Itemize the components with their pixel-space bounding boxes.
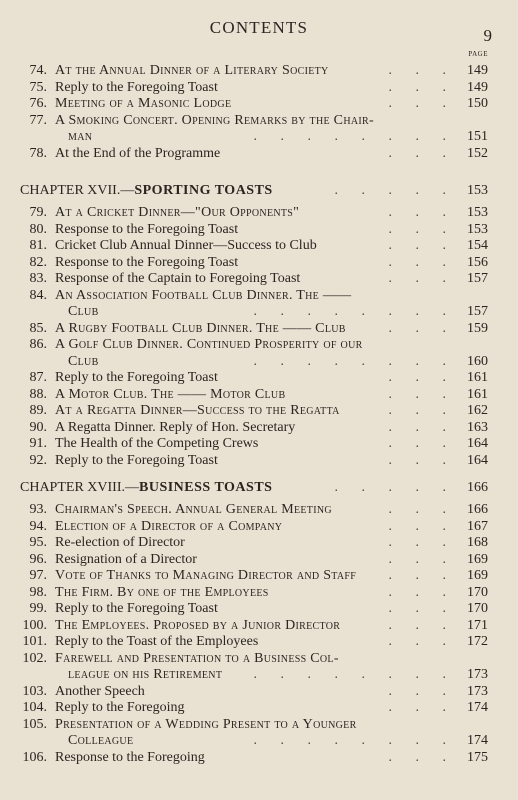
entry-title: A Motor Club. The —— Motor Club [55,386,286,402]
entry-number: 105. [22,716,47,732]
entry-page: 151 [467,129,488,144]
page-number: 9 [483,26,492,45]
dot-leader: . . . [388,145,456,161]
chapter-heading [0,182,518,200]
entry-number: 99. [29,601,47,616]
dot-leader: . . . [388,320,456,336]
toc-entry-continuation [0,128,518,146]
dot-leader: . . . [388,601,456,616]
entry-title: The Employees. Proposed by a Junior Director [55,617,341,633]
toc-entry [0,145,518,163]
entry-title-continued: man [68,129,93,144]
toc-entry [0,567,518,585]
entry-number: 86. [29,337,47,352]
entry-number: 83. [29,271,47,286]
entry-page: 166 [467,502,488,517]
entry-number: 76. [29,96,47,111]
entry-number: 85. [29,320,47,336]
toc-entry [0,237,518,255]
entry-title: Reply to the Foregoing Toast [55,370,218,385]
entry-title: At a Regatta Dinner—Success to the Regatta [55,403,340,418]
chapter-title: CHAPTER XVIII.—BUSINESS TOASTS [20,480,273,495]
toc-entry [0,62,518,80]
entry-number: 89. [29,403,47,418]
toc-entry-continuation [0,303,518,321]
entry-number: 92. [29,452,47,468]
entry-number: 88. [29,386,47,402]
entry-title: A Smoking Concert. Opening Remarks by the Chair- [55,112,374,128]
entry-page: 167 [467,518,488,534]
toc-entry [0,287,518,305]
toc-entry [0,518,518,536]
entry-title: Reply to the Toast of the Employees [55,634,259,649]
dot-leader: . . . . . . . . [253,129,456,144]
chapter-subject: BUSINESS TOASTS [139,480,273,495]
entry-number: 93. [29,502,47,517]
toc-entry [0,112,518,130]
entry-number: 80. [29,221,47,237]
entry-page: 162 [467,403,488,418]
entry-title: Vote of Thanks to Managing Director and Staff [55,568,357,583]
dot-leader: . . . [388,79,456,95]
entry-page: 168 [467,535,488,550]
entry-title-continued: Colleague [68,733,134,748]
entry-title-continued: Club [68,353,99,369]
dot-leader: . . . [388,452,456,468]
entry-page: 171 [467,617,488,633]
entry-page: 157 [467,271,488,286]
entry-number: 90. [29,419,47,435]
toc-entry [0,336,518,354]
toc-entry [0,600,518,618]
dot-leader: . . . [388,436,456,451]
toc-entry [0,419,518,437]
entry-number: 77. [29,112,47,128]
toc-entry [0,270,518,288]
entry-number: 84. [29,287,47,303]
entry-number: 101. [22,634,47,649]
entry-page: 174 [467,700,488,715]
dot-leader: . . . [388,96,456,111]
entry-page: 164 [467,452,488,468]
toc-entry [0,435,518,453]
dot-leader: . . . [388,518,456,534]
entry-number: 78. [29,145,47,161]
entry-number: 96. [29,551,47,567]
entry-title-continued: league on his Retirement [68,667,223,682]
entry-number: 97. [29,568,47,583]
dot-leader: . . . [388,254,456,270]
entry-page: 150 [467,96,488,111]
entry-title: At a Cricket Dinner—"Our Opponents" [55,205,300,220]
entry-page: 157 [467,304,488,319]
entry-page: 175 [467,749,488,765]
toc-entry [0,534,518,552]
entry-page: 156 [467,254,488,270]
toc-entry [0,452,518,470]
toc-entry [0,584,518,602]
entry-title: Meeting of a Masonic Lodge [55,96,232,111]
entry-page: 152 [467,145,488,161]
entry-title: Response to the Foregoing Toast [55,254,239,270]
entry-number: 104. [22,700,47,715]
entry-number: 106. [22,749,47,765]
entry-title: Response to the Foregoing [55,749,205,765]
dot-leader: . . . [388,634,456,649]
dot-leader: . . . [388,370,456,385]
toc-entry [0,501,518,519]
dot-leader: . . . [388,205,456,220]
entry-title-continued: Club [68,304,99,319]
entry-page: 149 [467,79,488,95]
toc-entry-continuation [0,353,518,371]
dot-leader: . . . [388,568,456,583]
entry-number: 103. [22,683,47,699]
entry-page: 163 [467,419,488,435]
toc-entry-continuation [0,666,518,684]
dot-leader: . . . [388,271,456,286]
dot-leader: . . . [388,419,456,435]
toc-entry [0,617,518,635]
toc-entry [0,749,518,767]
entry-number: 91. [29,436,47,451]
entry-page: 161 [467,386,488,402]
dot-leader: . . . [388,749,456,765]
entry-page: 174 [467,733,488,748]
entry-title: Election of a Director of a Company [55,518,283,534]
entry-page: 170 [467,584,488,600]
toc-entry [0,551,518,569]
dot-leader: . . . [388,617,456,633]
dot-leader: . . . [388,535,456,550]
dot-leader: . . . . . . . . [253,733,456,748]
dot-leader: . . . [388,63,456,78]
chapter-page: 166 [467,480,488,495]
running-head: CONTENTS [209,18,309,37]
dot-leader: . . . [388,551,456,567]
entry-number: 87. [29,370,47,385]
entry-title: A Golf Club Dinner. Continued Prosperity of our [55,337,363,352]
chapter-page: 153 [467,183,488,198]
dot-leader: . . . [388,584,456,600]
entry-page: 169 [467,568,488,583]
entry-page: 164 [467,436,488,451]
entry-title: Resignation of a Director [55,551,197,567]
toc-entry-continuation [0,732,518,750]
toc-entry [0,369,518,387]
dot-leader: . . . [388,238,456,253]
dot-leader: . . . [388,683,456,699]
dot-leader: . . . [388,403,456,418]
dot-leader: . . . [388,700,456,715]
toc-entry [0,699,518,717]
chapter-heading [0,479,518,497]
toc-entry [0,716,518,734]
entry-title: Reply to the Foregoing [55,700,185,715]
dot-leader: . . . . . . . . [253,667,456,682]
chapter-subject: SPORTING TOASTS [134,183,273,198]
entry-page: 160 [467,353,488,369]
dot-leader: . . . [388,386,456,402]
entry-title: A Rugby Football Club Dinner. The —— Club [55,320,346,336]
chapter-title: CHAPTER XVII.—SPORTING TOASTS [20,183,273,198]
entry-title: At the End of the Programme [55,145,221,161]
entry-page: 170 [467,601,488,616]
entry-title: Re-election of Director [55,535,185,550]
entry-title: Reply to the Foregoing Toast [55,601,218,616]
entry-title: The Firm. By one of the Employees [55,584,269,600]
entry-title: Chairman's Speech. Annual General Meeting [55,502,332,517]
entry-number: 74. [29,63,47,78]
entry-title: Reply to the Foregoing Toast [55,79,218,95]
toc-entry [0,650,518,668]
entry-title: Another Speech [55,683,145,699]
dot-leader: . . . . . . . . [253,353,456,369]
toc-entry [0,95,518,113]
entry-page: 159 [467,320,488,336]
entry-page: 169 [467,551,488,567]
entry-title: Cricket Club Annual Dinner—Success to Club [55,238,317,253]
dot-leader: . . . [388,221,456,237]
entry-page: 172 [467,634,488,649]
entry-page: 153 [467,221,488,237]
entry-title: An Association Football Club Dinner. The —— [55,287,352,303]
entry-page: 154 [467,238,488,253]
entry-number: 100. [22,617,47,633]
entry-number: 95. [29,535,47,550]
toc-entry [0,633,518,651]
toc-entry [0,320,518,338]
entry-number: 98. [29,584,47,600]
entry-number: 79. [29,205,47,220]
toc-entry [0,221,518,239]
entry-number: 81. [29,238,47,253]
toc-entry [0,683,518,701]
dot-leader: . . . . . [334,183,456,198]
dot-leader: . . . . . [334,480,456,495]
toc-entry [0,386,518,404]
entry-number: 102. [22,650,47,666]
toc-entry [0,254,518,272]
toc-entry [0,402,518,420]
entry-page: 149 [467,63,488,78]
entry-number: 82. [29,254,47,270]
toc-entry [0,79,518,97]
entry-page: 173 [467,667,488,682]
entry-title: Response to the Foregoing Toast [55,221,239,237]
entry-title: Farewell and Presentation to a Business Col- [55,650,339,666]
page-column-label: PAGE [468,50,488,58]
entry-title: Presentation of a Wedding Present to a Younger [55,716,357,732]
entry-title: A Regatta Dinner. Reply of Hon. Secretary [55,419,296,435]
entry-title: Reply to the Foregoing Toast [55,452,218,468]
entry-title: Response of the Captain to Foregoing Toast [55,271,301,286]
entry-page: 161 [467,370,488,385]
toc-entry [0,204,518,222]
dot-leader: . . . [388,502,456,517]
entry-page: 153 [467,205,488,220]
entry-number: 94. [29,518,47,534]
entry-title: At the Annual Dinner of a Literary Society [55,63,329,78]
entry-number: 75. [29,79,47,95]
dot-leader: . . . . . . . . [253,304,456,319]
entry-page: 173 [467,683,488,699]
entry-title: The Health of the Competing Crews [55,436,259,451]
